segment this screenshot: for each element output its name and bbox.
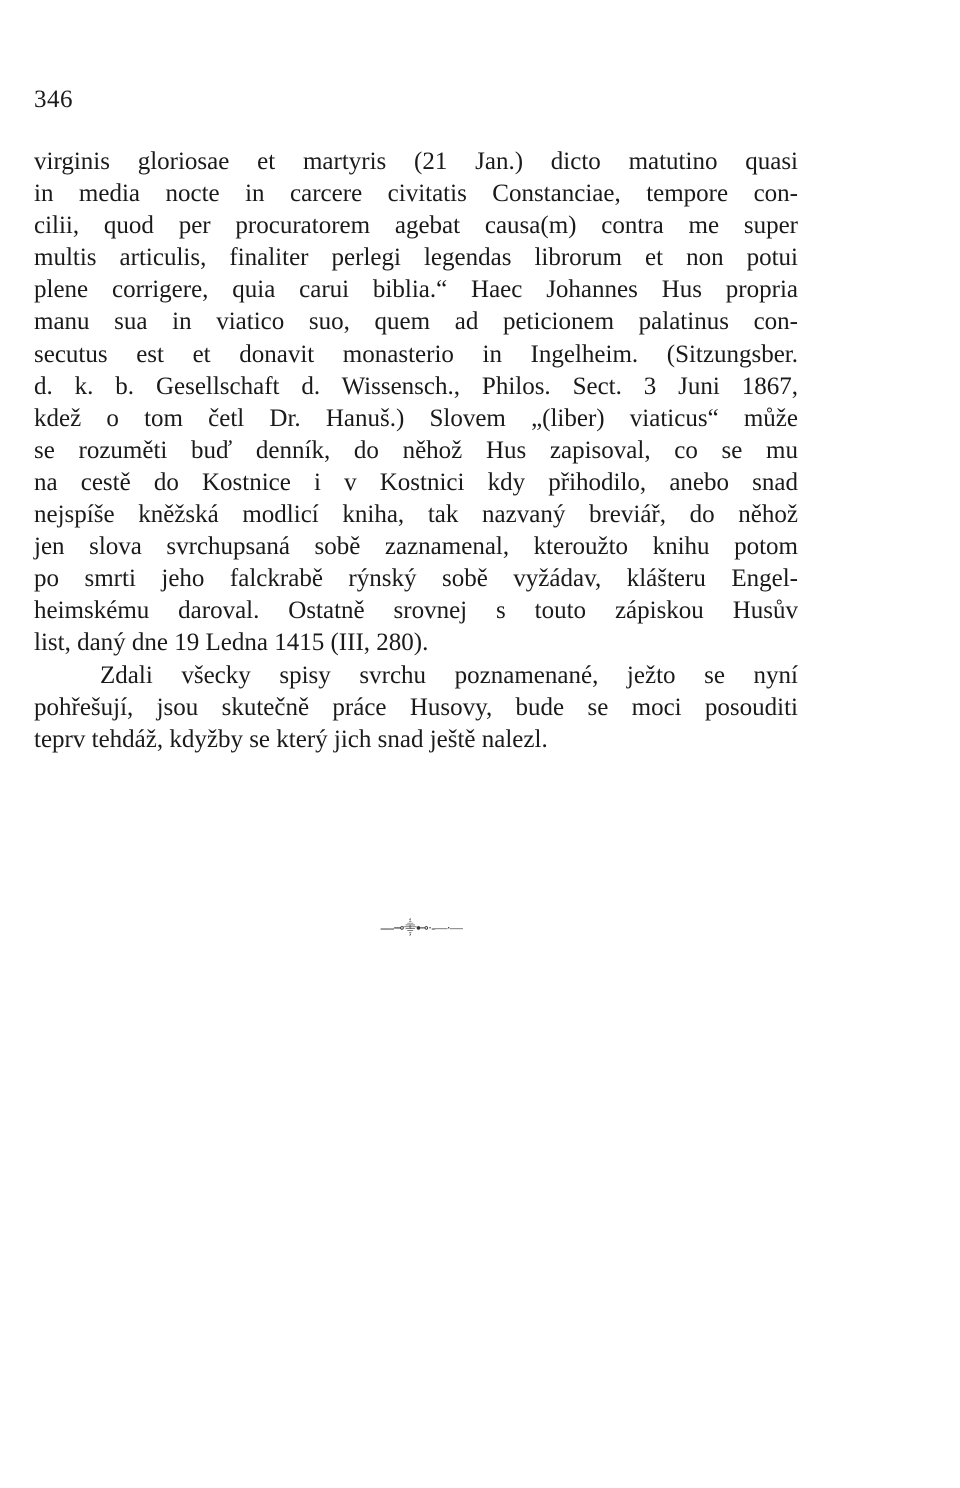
text-line: cilii, quod per procuratorem agebat causa(m) contra me super: [34, 212, 798, 240]
text-line: multis articulis, finaliter perlegi legendas librorum et non potui: [34, 244, 798, 272]
text-line: virginis gloriosae et martyris (21 Jan.) dicto matutino quasi: [34, 148, 798, 175]
text-line: teprv tehdáž, kdyžby se který jich snad ještě nalezl.: [34, 725, 548, 753]
text-line: pohřešují, jsou skutečně práce Husovy, bude se moci posouditi: [34, 693, 798, 721]
text-line: nejspíše kněžská modlicí kniha, tak nazvaný breviář, do něhož: [34, 501, 798, 529]
text-line: na cestě do Kostnice i v Kostnici kdy přihodilo, anebo snad: [34, 468, 798, 496]
page-number: 346: [34, 86, 73, 113]
text-line: secutus est et donavit monasterio in Ingelheim. (Sitzungsber.: [34, 340, 798, 368]
ornament-glyphs: ----⊸⸎⊷·-—·—: [380, 920, 462, 935]
paragraph-2: [34, 660, 798, 756]
text-line: in media nocte in carcere civitatis Constanciae, tempore con-: [34, 180, 798, 208]
body-text: [34, 146, 798, 756]
text-line: plene corrigere, quia carui biblia.“ Haec Johannes Hus propria: [34, 276, 798, 304]
text-line: kdež o tom četl Dr. Hanuš.) Slovem „(liber) viaticus“ může: [34, 404, 798, 432]
section-end-ornament: [366, 918, 476, 936]
text-line: manu sua in viatico suo, quem ad peticionem palatinus con-: [34, 308, 798, 336]
paragraph-1: [34, 146, 798, 660]
text-line: d. k. b. Gesellschaft d. Wissensch., Philos. Sect. 3 Juni 1867,: [34, 372, 798, 400]
text-line: Zdali všecky spisy svrchu poznamenané, ježto se nyní: [100, 661, 798, 689]
text-line: po smrti jeho falckrabě rýnský sobě vyžádav, klášteru Engel-: [34, 565, 798, 593]
text-line: heimskému daroval. Ostatně srovnej s touto zápiskou Husův: [34, 597, 798, 625]
text-line: se rozuměti buď denník, do něhož Hus zapisoval, co se mu: [34, 436, 798, 464]
text-line: list, daný dne 19 Ledna 1415 (III, 280).: [34, 629, 429, 657]
text-line: jen slova svrchupsaná sobě zaznamenal, kteroužto knihu potom: [34, 533, 798, 561]
